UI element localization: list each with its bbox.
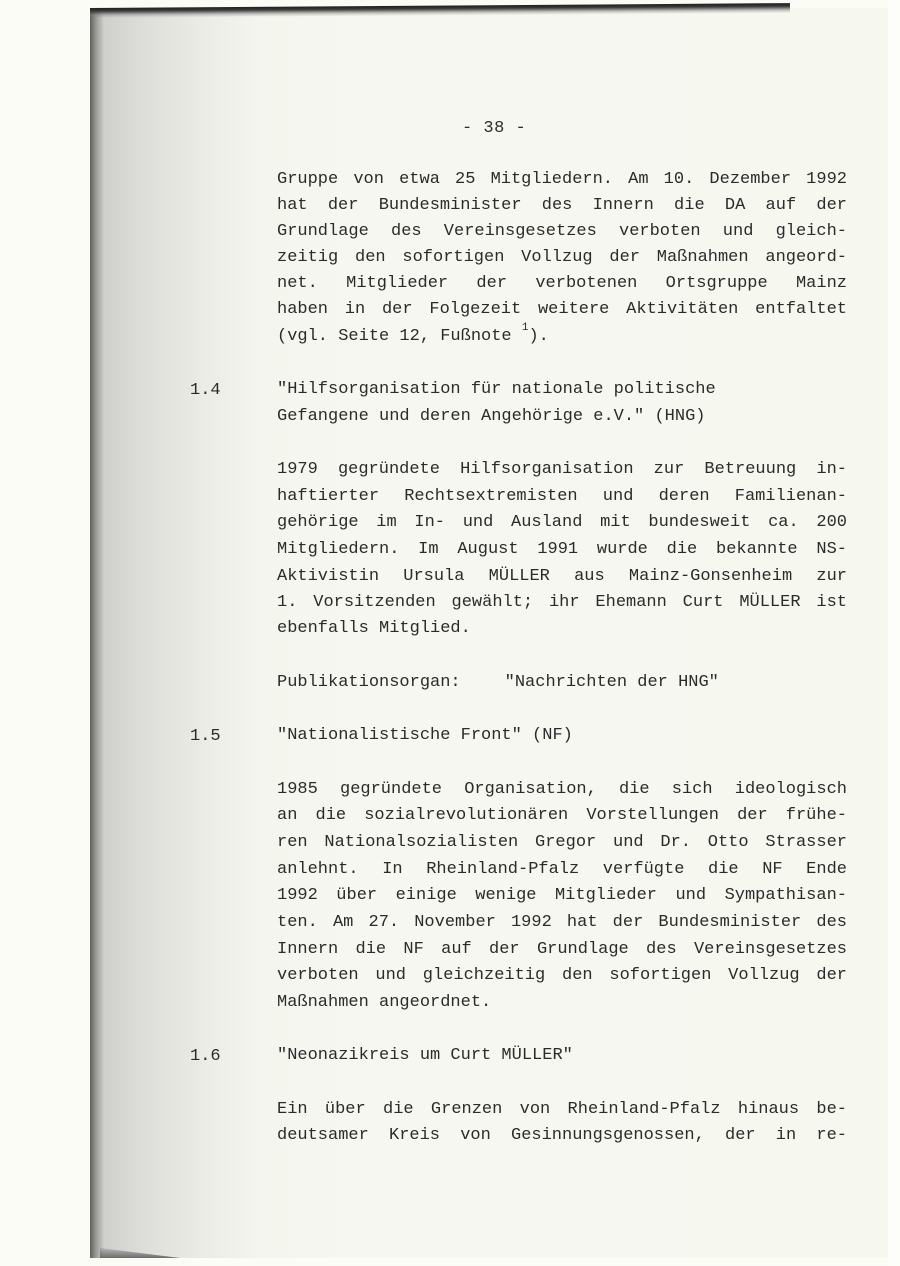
reference-text: (vgl. Seite 12, Fußnote [277,327,522,346]
publication-value: "Nachrichten der HNG" [504,673,719,692]
text-line [277,322,847,349]
section-title-line: "Nationalistische Front" (NF) [277,726,573,745]
section-title-line: "Neonazikreis um Curt MÜLLER" [277,1046,573,1065]
footnote-marker: 1 [521,322,529,334]
section-number: 1.6 [190,1047,221,1066]
page-number: - 38 - [462,119,527,138]
text-line: Maßnahmen angeordnet. [277,993,492,1012]
section-title-line: "Hilfsorganisation für nationale politische [277,380,716,399]
text-line: haben in der Folgezeit weitere Aktivitäten entfaltet [277,300,847,319]
text-line: ren Nationalsozialisten Gregor und Dr. Otto Strasser [277,833,847,852]
text-line: verboten und gleichzeitig den sofortigen Vollzug der [277,966,847,985]
text-line: Ein über die Grenzen von Rheinland-Pfalz hinaus be- [277,1100,847,1119]
section-title-line: Gefangene und deren Angehörige e.V." (HNG) [277,407,706,426]
text-line: hat der Bundesminister des Innern die DA auf der [277,196,847,215]
text-line: gehörige im In- und Ausland mit bundesweit ca. 200 [277,513,847,532]
text-line: Grundlage des Vereinsgesetzes verboten und gleich- [277,222,847,241]
text-line: 1979 gegründete Hilfsorganisation zur Betreuung in- [277,460,847,479]
section-number: 1.5 [190,727,221,746]
text-line: ebenfalls Mitglied. [277,619,471,638]
text-line: haftierter Rechtsextremisten und deren Familienan- [277,487,847,506]
text-line: Aktivistin Ursula MÜLLER aus Mainz-Gonsenheim zur [277,567,847,586]
scan-background [0,0,92,1266]
text-line: zeitig den sofortigen Vollzug der Maßnahmen angeord- [277,248,847,267]
text-line: deutsamer Kreis von Gesinnungsgenossen, der in re- [277,1126,847,1145]
text-line: Gruppe von etwa 25 Mitgliedern. Am 10. Dezember 1992 [277,170,847,189]
text-line: Mitgliedern. Im August 1991 wurde die bekannte NS- [277,540,847,559]
text-line: an die sozialrevolutionären Vorstellungen der frühe- [277,806,847,825]
scan-margin [888,0,900,1266]
reference-end: ). [528,327,549,346]
text-line: 1992 über einige wenige Mitglieder und Sympathisan- [277,886,847,905]
text-line: Innern die NF auf der Grundlage des Vereinsgesetzes [277,940,847,959]
publication-label: Publikationsorgan: [277,673,461,692]
text-line: anlehnt. In Rheinland-Pfalz verfügte die NF Ende [277,860,847,879]
text-line: 1. Vorsitzenden gewählt; ihr Ehemann Curt MÜLLER ist [277,593,847,612]
text-line: 1985 gegründete Organisation, die sich ideologisch [277,780,847,799]
publication-line [277,671,847,695]
section-number: 1.4 [190,381,221,400]
text-line: ten. Am 27. November 1992 hat der Bundesminister des [277,913,847,932]
text-line: net. Mitglieder der verbotenen Ortsgruppe Mainz [277,274,847,293]
